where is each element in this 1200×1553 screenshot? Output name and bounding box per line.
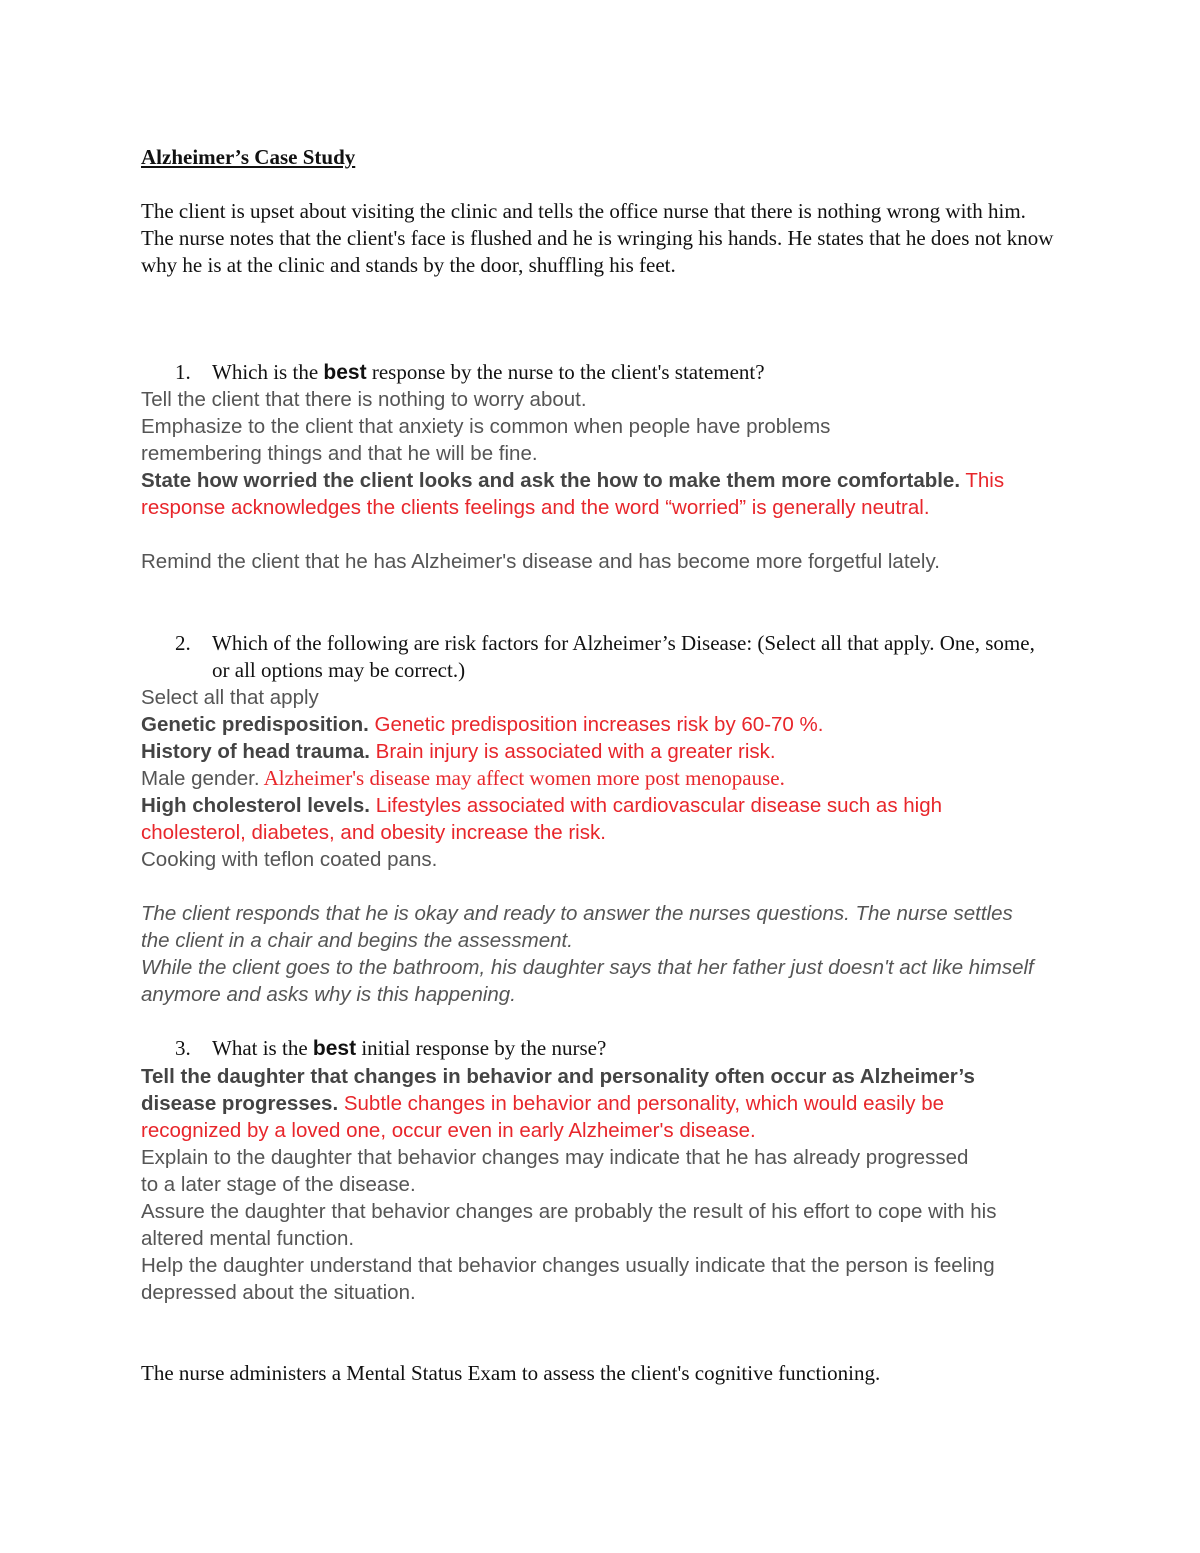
question-3-number: 3. — [175, 1036, 191, 1060]
scenario-paragraph-2: While the client goes to the bathroom, his daughter says that her father just doesn't act like himself anymore and asks why is this happening. — [141, 956, 1034, 1006]
question-1-number: 1. — [175, 360, 191, 384]
q2-option-b: History of head trauma. Brain injury is associated with a greater risk. — [141, 740, 776, 763]
q3-option-a — [141, 1063, 1041, 1144]
q2-option-a: Genetic predisposition. Genetic predisposition increases risk by 60-70 %. — [141, 713, 824, 736]
question-1-emphasis: best — [323, 361, 367, 384]
q2-option-e: Cooking with teflon coated pans. — [141, 848, 438, 871]
question-3-text: What is the best initial response by the nurse? — [212, 1036, 607, 1060]
q1-option-d: Remind the client that he has Alzheimer's disease and has become more forgetful lately. — [141, 550, 940, 573]
question-1-text: Which is the best response by the nurse to the client's statement? — [212, 360, 765, 384]
q2-option-a-rationale: Genetic predisposition increases risk by 60-70 %. — [368, 713, 824, 736]
q3-option-b: Explain to the daughter that behavior changes may indicate that he has already progressed to a later stage of the disease. — [141, 1146, 969, 1196]
question-2-number: 2. — [175, 631, 191, 655]
q2-option-d-rationale: Lifestyles associated with cardiovascular disease such as high cholesterol, diabetes, and obesity increase the risk. — [141, 794, 943, 844]
q2-option-d: High cholesterol levels. Lifestyles associated with cardiovascular disease such as high cholesterol, diabetes, and obesity increase the risk. — [141, 794, 943, 844]
q3-correct-answer: Tell the daughter that changes in behavior and personality often occur as Alzheimer’s disease progresses. — [141, 1065, 975, 1115]
q2-option-c-rationale: Alzheimer's disease may affect women more post menopause. — [259, 766, 785, 790]
scenario-paragraph-1: The client responds that he is okay and ready to answer the nurses questions. The nurse settles the client in a chair and begins the assessment. — [141, 902, 1013, 952]
closing-paragraph: The nurse administers a Mental Status Exam to assess the client's cognitive functioning. — [141, 1361, 881, 1385]
question-2-text: Which of the following are risk factors for Alzheimer’s Disease: (Select all that apply. One, some, or all options may be correct.) — [212, 631, 1035, 682]
q1-option-a: Tell the client that there is nothing to worry about. — [141, 388, 587, 411]
q2-option-c: Male gender. Alzheimer's disease may affect women more post menopause. — [141, 766, 785, 790]
q1-correct-answer: State how worried the client looks and ask the how to make them more comfortable. — [141, 469, 961, 492]
q2-option-b-rationale: Brain injury is associated with a greater risk. — [369, 740, 776, 763]
q2-instruction: Select all that apply — [141, 686, 319, 709]
q1-option-b: Emphasize to the client that anxiety is common when people have problems remembering things and that he will be fine. — [141, 415, 831, 465]
q1-rationale: This response acknowledges the clients feelings and the word “worried” is generally neutral. — [141, 469, 1005, 519]
q3-option-d: Help the daughter understand that behavior changes usually indicate that the person is feeling depressed about the situation. — [141, 1254, 995, 1304]
question-3-emphasis: best — [312, 1037, 357, 1060]
q1-option-c — [141, 467, 1061, 521]
intro-paragraph: The client is upset about visiting the clinic and tells the office nurse that there is nothing wrong with him. The nurse notes that the client's face is flushed and he is wringing his hands. He states that he does not know why he is at the clinic and stands by the door, shuffling his feet. — [141, 199, 1054, 277]
document-title: Alzheimer’s Case Study — [141, 145, 356, 169]
q3-rationale: Subtle changes in behavior and personality, which would easily be recognized by a loved one, occur even in early Alzheimer's disease. — [141, 1092, 945, 1142]
q3-option-c: Assure the daughter that behavior changes are probably the result of his effort to cope with his altered mental function. — [141, 1200, 997, 1250]
